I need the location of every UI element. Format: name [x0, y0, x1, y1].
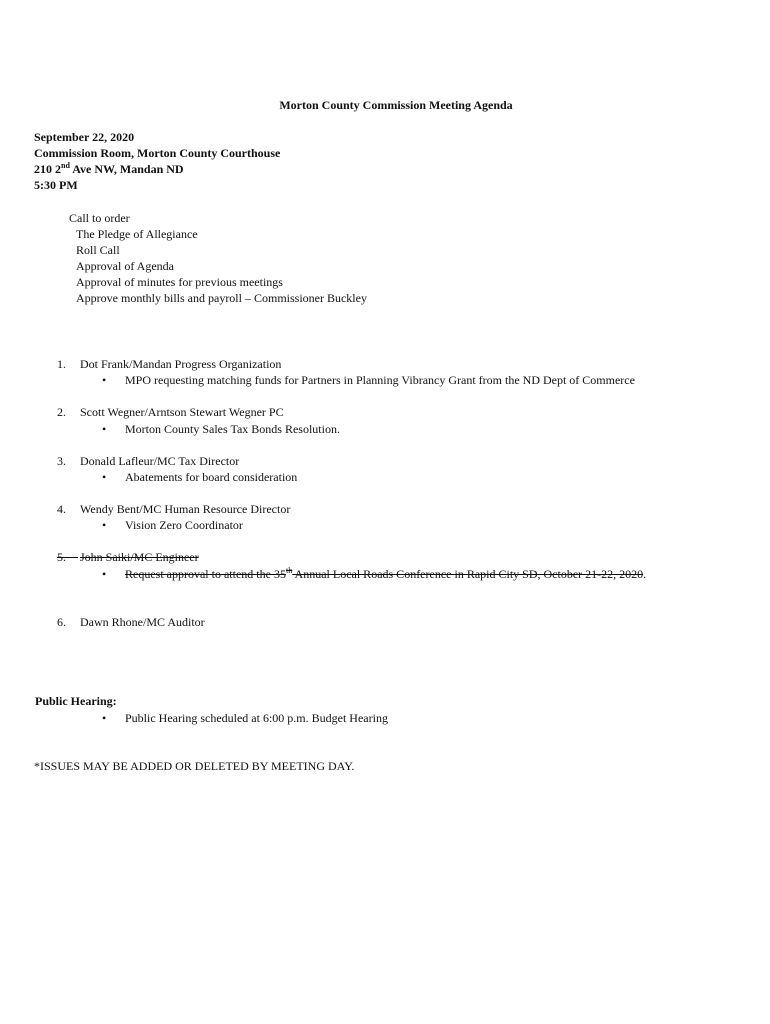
procedure-call-to-order: Call to order	[69, 211, 130, 225]
public-hearing-heading: Public Hearing:	[35, 694, 117, 708]
agenda-item-number-struck: 5.	[57, 550, 66, 564]
meeting-room: Commission Room, Morton County Courthouse	[34, 146, 281, 160]
procedure-bills-payroll: Approve monthly bills and payroll – Commissioner Buckley	[76, 291, 367, 305]
address-suffix: nd	[61, 161, 70, 170]
agenda-item-title-struck: John Saiki/MC Engineer	[80, 550, 199, 564]
agenda-item-title: Dot Frank/Mandan Progress Organization	[80, 357, 282, 371]
agenda-item-title: Wendy Bent/MC Human Resource Director	[80, 502, 291, 516]
agenda-item-detail: Morton County Sales Tax Bonds Resolution.	[125, 422, 340, 436]
bullet-icon: •	[102, 518, 107, 532]
agenda-item-title: Donald Lafleur/MC Tax Director	[80, 454, 240, 468]
agenda-item-number: 1.	[57, 357, 66, 371]
agenda-item-title: Dawn Rhone/MC Auditor	[80, 615, 205, 629]
agenda-item-detail-struck: Request approval to attend the 35th Annual Local Roads Conference in Rapid City SD, October 21-22, 2020.	[125, 566, 647, 581]
agenda-item-number: 6.	[57, 615, 66, 629]
page-title: Morton County Commission Meeting Agenda	[279, 98, 513, 112]
public-hearing-detail: Public Hearing scheduled at 6:00 p.m. Budget Hearing	[125, 711, 388, 725]
bullet-icon: •	[102, 422, 107, 436]
meeting-address	[34, 161, 184, 177]
bullet-icon: •	[102, 711, 107, 725]
meeting-date: September 22, 2020	[34, 130, 135, 144]
agenda-item-detail: Vision Zero Coordinator	[125, 518, 243, 532]
agenda-item-number: 3.	[57, 454, 66, 468]
procedure-approval-minutes: Approval of minutes for previous meetings	[76, 275, 283, 289]
procedure-approval-agenda: Approval of Agenda	[76, 259, 174, 273]
procedure-roll-call: Roll Call	[76, 243, 120, 257]
agenda-item-number: 2.	[57, 405, 66, 419]
agenda-item-title: Scott Wegner/Arntson Stewart Wegner PC	[80, 405, 284, 419]
address-street: Ave NW, Mandan ND	[69, 162, 184, 176]
procedure-pledge: The Pledge of Allegiance	[76, 227, 198, 241]
notice-text: *ISSUES MAY BE ADDED OR DELETED BY MEETING DAY.	[34, 759, 355, 773]
agenda-item-detail: MPO requesting matching funds for Partners in Planning Vibrancy Grant from the ND Dept of Commerce	[125, 373, 635, 387]
bullet-icon: •	[102, 373, 107, 387]
agenda-item-detail: Abatements for board consideration	[125, 470, 298, 484]
bullet-icon: •	[102, 470, 107, 484]
bullet-icon: •	[102, 567, 107, 581]
address-number: 210 2	[34, 162, 61, 176]
agenda-item-number: 4.	[57, 502, 66, 516]
meeting-time: 5:30 PM	[34, 178, 78, 192]
